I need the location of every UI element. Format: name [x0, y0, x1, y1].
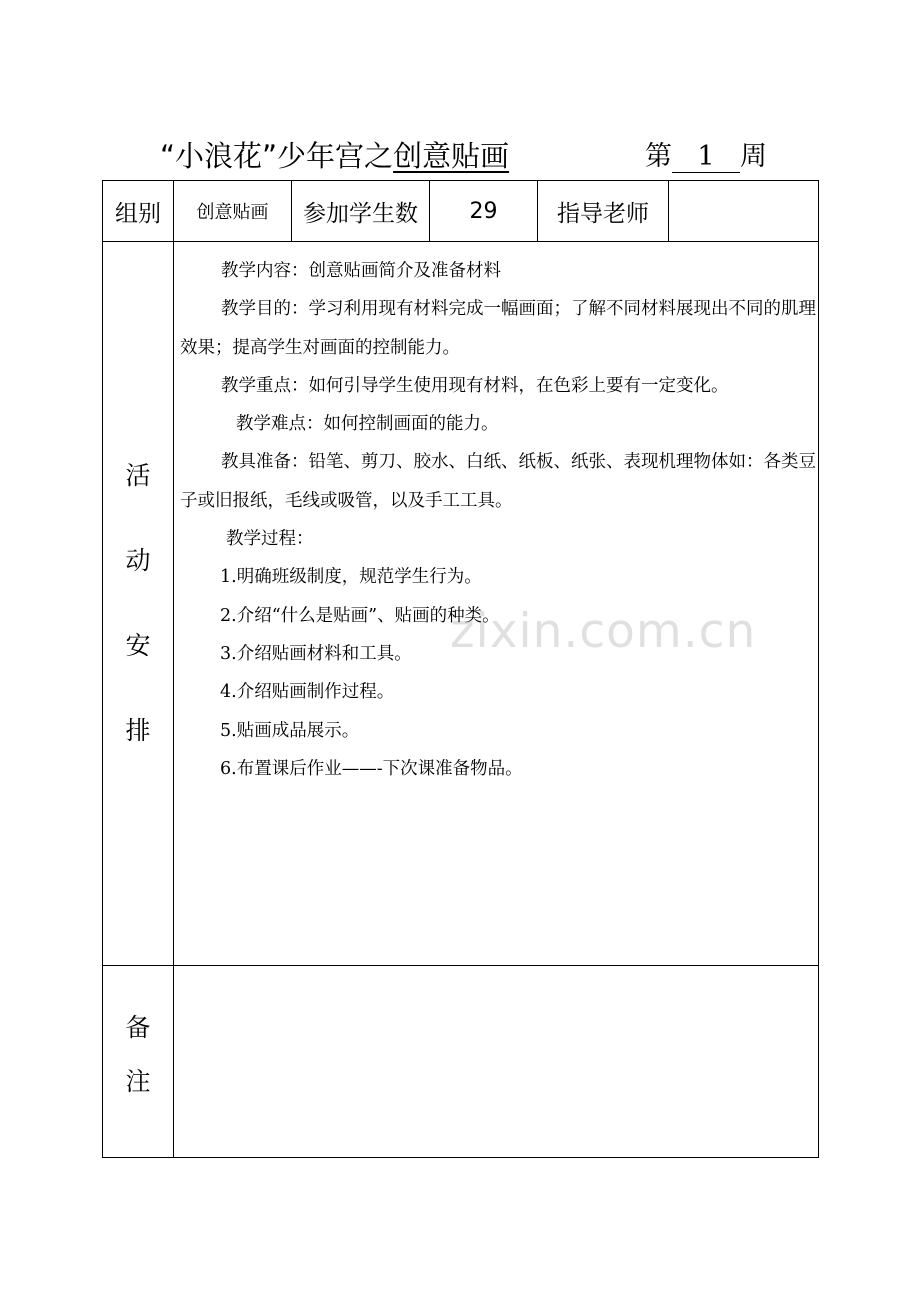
process-title: 教学过程：: [226, 529, 314, 550]
teaching-key-point: 教学重点：如何引导学生使用现有材料，在色彩上要有一定变化。: [221, 375, 729, 396]
activity-char-1: 活: [125, 461, 151, 490]
notes-side-label: [103, 966, 174, 1158]
header-row: [103, 181, 819, 242]
teaching-tools: 教具准备：铅笔、剪刀、胶水、白纸、纸板、纸张、表现机理物体如：各类豆子或旧报纸，毛线或吸管，以及手工工具。: [180, 452, 816, 511]
title-prefix: “小浪花”少年宫之: [160, 139, 394, 173]
process-step: 6.布置课后作业——-下次课准备物品。: [220, 758, 523, 779]
students-label: 参加学生数: [292, 181, 430, 242]
week-label-after: 周: [740, 141, 767, 172]
process-step: 3.介绍贴画材料和工具。: [220, 643, 412, 664]
process-step: 4.介绍贴画制作过程。: [220, 682, 395, 703]
group-value: 创意贴画: [174, 181, 292, 242]
teaching-goal: 教学目的：学习利用现有材料完成一幅画面；了解不同材料展现出不同的肌理效果；提高学生对画面的控制能力。: [180, 299, 816, 358]
document-title: [0, 134, 920, 174]
title-main: [160, 134, 509, 175]
activity-char-3: 安: [125, 631, 151, 660]
teacher-label: 指导老师: [538, 181, 669, 242]
notes-content: [174, 966, 819, 1158]
week-indicator: [645, 134, 767, 173]
week-number: 1: [672, 142, 740, 173]
lesson-plan-table: [102, 180, 819, 1158]
teacher-value: [669, 181, 819, 242]
activity-row: [103, 242, 819, 966]
activity-content: [174, 242, 819, 966]
notes-char-2: 注: [125, 1066, 151, 1096]
activity-char-4: 排: [125, 716, 151, 745]
title-subject: 创意贴画: [393, 139, 510, 173]
process-step: 2.介绍“什么是贴画”、贴画的种类。: [220, 605, 500, 626]
activity-char-2: 动: [125, 546, 151, 575]
process-step: 1.明确班级制度，规范学生行为。: [220, 567, 482, 588]
notes-char-1: 备: [125, 1012, 151, 1042]
week-label-before: 第: [645, 141, 672, 172]
teaching-difficulty: 教学难点：如何控制画面的能力。: [236, 414, 499, 435]
notes-row: [103, 966, 819, 1158]
process-step: 5.贴画成品展示。: [220, 720, 360, 741]
students-count: 29: [430, 181, 538, 242]
group-label: 组别: [103, 181, 174, 242]
activity-side-label: [103, 242, 174, 966]
teaching-content: 教学内容：创意贴画简介及准备材料: [221, 261, 501, 281]
watermark: zixin.com.cn: [450, 604, 757, 659]
